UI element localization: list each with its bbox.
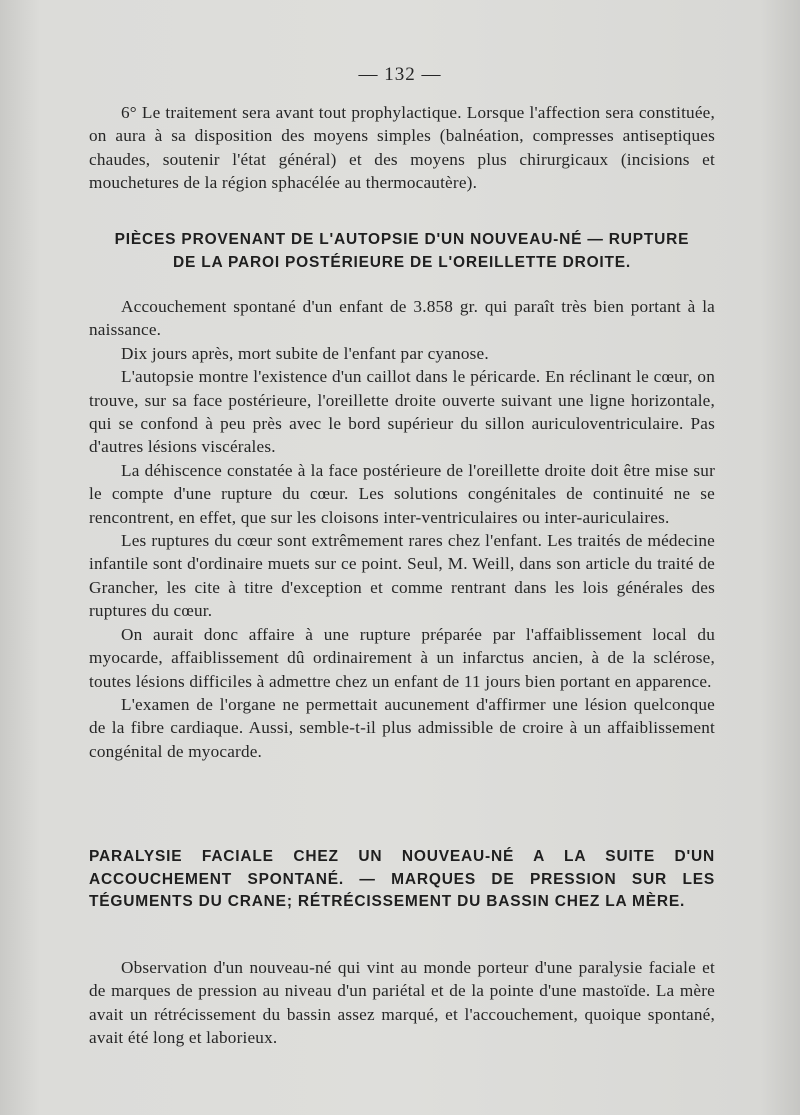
paragraph: L'autopsie montre l'existence d'un caillot dans le péricarde. En réclinant le cœur, on trouve, sur sa face postérieure, l'oreillette droite ouverte suivant une ligne horizontale, qui se confond à peu près avec le bord supérieur du sillon auriculoventriculaire. Pas d'autres lésions viscérales. <box>89 367 715 457</box>
paragraph: La déhiscence constatée à la face postérieure de l'oreillette droite doit être mise sur le compte d'une rupture du cœur. Les solutions congénitales de continuité ne se rencontrent, en effet, que sur les cloisons inter-ventriculaires ou inter-auriculaires. <box>89 460 715 527</box>
page-number: — 132 — <box>358 64 442 85</box>
paragraph: Dix jours après, mort subite de l'enfant par cyanose. <box>121 343 489 363</box>
paragraph: Observation d'un nouveau-né qui vint au monde porteur d'une paralysie faciale et de marques de pression au niveau d'un pariétal et de la pointe d'une mastoïde. La mère avait un rétrécissement du bassin assez marqué, et l'accouchement, quoique spontané, avait été long et laborieux. <box>89 958 715 1048</box>
paragraph: Accouchement spontané d'un enfant de 3.858 gr. qui paraît très bien portant à la naissance. <box>89 297 715 340</box>
section-2-heading: PARALYSIE FACIALE CHEZ UN NOUVEAU-NÉ A LA SUITE D'UN ACCOUCHEMENT SPONTANÉ. — MARQUES DE PRESSION SUR LES TÉGUMENTS DU CRANE; RÉTRÉCISSEMENT DU BASSIN CHEZ LA MÈRE. <box>89 848 715 910</box>
paragraph: On aurait donc affaire à une rupture préparée par l'affaiblissement local du myocarde, affaiblissement dû ordinairement à un infarctus ancien, à de la sclérose, toutes lésions difficiles à admettre chez un enfant de 11 jours bien portant en apparence. <box>89 624 715 691</box>
section-1-heading-line-2: DE LA PAROI POSTÉRIEURE DE L'OREILLETTE DROITE. <box>172 253 632 271</box>
paragraph: L'examen de l'organe ne permettait aucunement d'affirmer une lésion quelconque de la fibre cardiaque. Aussi, semble-t-il plus admissible de croire à un affaiblissement congénital de myocarde. <box>89 694 715 761</box>
intro-paragraph: 6° Le traitement sera avant tout prophylactique. Lorsque l'affection sera constituée, on aura à sa disposition des moyens simples (balnéation, compresses antiseptiques chaudes, soutenir l'état général) et des moyens plus chirurgicaux (incisions et mouchetures de la région sphacélée au thermocautère). <box>89 103 715 193</box>
section-1-heading-line-1: PIÈCES PROVENANT DE L'AUTOPSIE D'UN NOUVEAU-NÉ — RUPTURE <box>114 231 690 248</box>
paragraph: Les ruptures du cœur sont extrêmement rares chez l'enfant. Les traités de médecine infantile sont d'ordinaire muets sur ce point. Seul, M. Weill, dans son article du traité de Grancher, les cite à titre d'exception et comme rentrant dans les lois générales des ruptures du cœur. <box>89 531 715 621</box>
intro-block <box>89 101 715 195</box>
section-1-body <box>89 295 715 763</box>
section-2-body <box>89 956 715 1050</box>
section-1-heading <box>89 229 715 274</box>
